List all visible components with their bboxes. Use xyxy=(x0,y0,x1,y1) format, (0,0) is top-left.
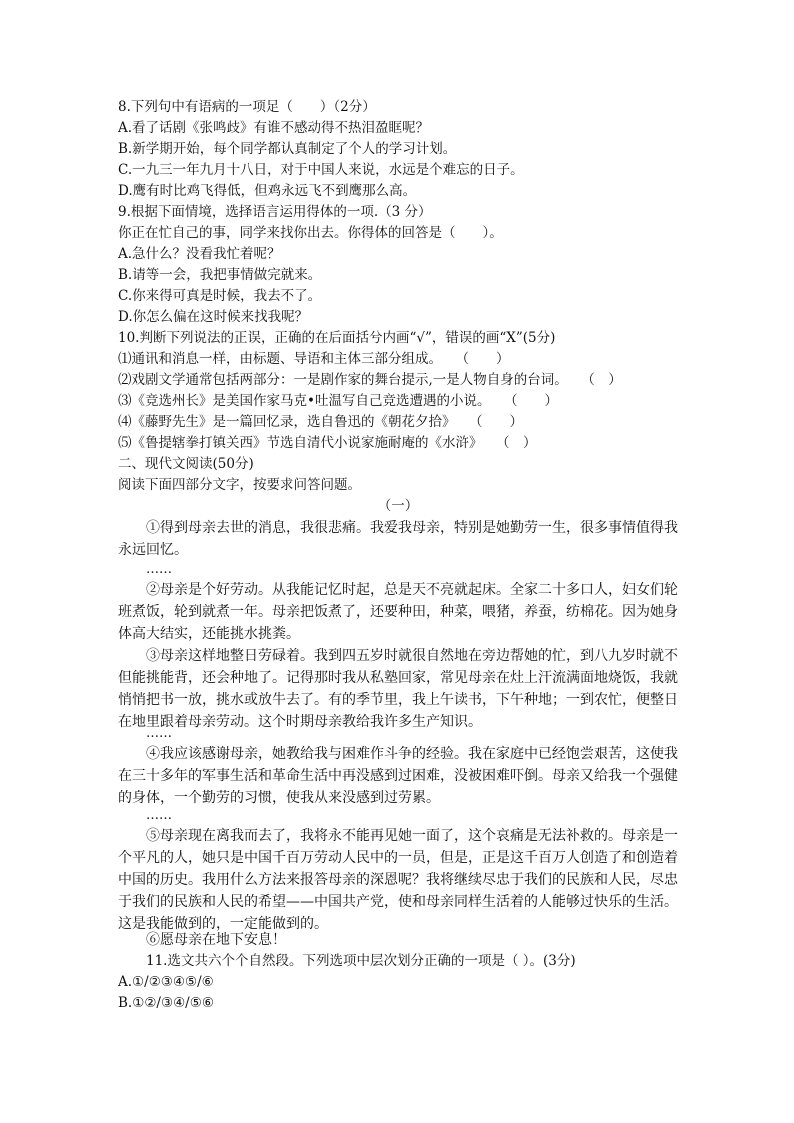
question-9-stem: 9.根据下面情境，选择语言运用得体的一项.（3 分） xyxy=(118,204,432,220)
question-10-stem: 10.判断下列说法的正误，正确的在后面括兮内画“√”，错误的画“X”(5分) xyxy=(118,330,556,346)
question-8-option-d: D.鹰有时比鸡飞得低，但鸡永远飞不到鹰那么高。 xyxy=(118,183,417,199)
question-10-item: ⑴通讯和消息一样，由标题、导语和主体三部分组成。 （ ） xyxy=(118,351,510,367)
question-9-option-d: D.你怎么偏在这时候来找我呢？ xyxy=(118,309,309,325)
question-10-item: ⑸《鲁提辖拳打镇关西》节选自清代小说家施耐庵的《水浒》 （ ） xyxy=(118,435,537,451)
passage-paragraph-1: ①得到母亲去世的消息，我很悲痛。我爱我母亲，特别是她勤劳一生，很多事情值得我永远回忆。 xyxy=(118,520,678,558)
passage-paragraph-5: ⑤母亲现在离我而去了，我将永不能再见她一面了，这个哀痛是无法补救的。母亲是一个平凡的人，她只是中国千百万劳动人民中的一员，但是，正是这千百万人创造了和创造着中国的历史。我用什么方法来报答母亲的深恩呢？我将继续尽忠于我们的民族和人民，尽忠于我们的民族和人民的希望——中国共产党，使和母亲同样生活着的人能够过快乐的生活。这是我能做到的，一定能做到的。 xyxy=(118,828,678,932)
question-11-stem: 11.选文共六个个自然段。下列选项中层次划分正确的一项是（ ）。(3分) xyxy=(146,953,576,969)
question-9-context: 你正在忙自己的事，同学来找你出去。你得体的回答是（ ）。 xyxy=(118,225,503,241)
passage-paragraph-4: ④我应该感谢母亲，她教给我与困难作斗争的经验。我在家庭中已经饱尝艰苦，这使我在三十多年的军事生活和革命生活中再没感到过困难，没被困难吓倒。母亲又给我一个强健的身体，一个勤劳的习惯，使我从来没感到过劳累。 xyxy=(118,746,678,806)
section-title: 二、现代文阅读(50分) xyxy=(118,456,254,472)
ellipsis: …… xyxy=(146,726,172,741)
passage-paragraph-6: ⑥愿母亲在地下安息！ xyxy=(146,932,286,948)
question-9-option-b: B.请等一会，我把事情做完就来。 xyxy=(118,267,322,283)
question-9-option-c: C.你来得可真是时候，我去不了。 xyxy=(118,288,322,304)
ellipsis: …… xyxy=(146,808,172,823)
question-10-item: ⑷《藤野先生》是一篇回忆录，选自鲁迅的《朝花夕拾》 （ ） xyxy=(118,414,523,430)
question-10-item: ⑵戏剧文学通常包括两部分：一是剧作家的舞台提示,一是人物自身的台词。 （ ） xyxy=(118,372,622,388)
question-8-option-c: C.一九三一年九月十八日，对于中国人来说，水远是个难忘的日子。 xyxy=(118,162,524,178)
ellipsis: …… xyxy=(146,562,172,577)
passage-part-heading: （一） xyxy=(377,498,419,514)
question-9-option-a: A.急什么？没看我忙着呢？ xyxy=(118,246,281,262)
question-10-item: ⑶《竞选州长》是美国作家马克•吐温写自己竞选遭遇的小说。 （ ） xyxy=(118,393,558,409)
question-8-stem: 8.下列句中有语病的一项足（ ）（2分） xyxy=(118,99,376,115)
question-8-option-a: A.看了话剧《张鸣歧》有谁不感动得不热泪盈眶呢？ xyxy=(118,120,430,136)
question-8-option-b: B.新学期开始，每个同学都认真制定了个人的学习计划。 xyxy=(118,141,457,157)
question-11-option-a: A.①/②③④⑤/⑥ xyxy=(118,974,214,990)
passage-paragraph-3: ③母亲这样地整日劳碌着。我到四五岁时就很自然地在旁边帮她的忙，到八九岁时就不但能挑能背，还会种地了。记得那时我从私塾回家，常见母亲在灶上汗流满面地烧饭，我就悄悄把书一放，挑水或放牛去了。有的季节里，我上午读书，下午种地；一到农忙，便整日在地里跟着母亲劳动。这个时期母亲教给我许多生产知识。 xyxy=(118,648,678,730)
question-11-option-b: B.①②/③④/⑤⑥ xyxy=(118,995,214,1011)
section-instruction: 阅读下面四部分文字，按要求问答问题。 xyxy=(118,477,361,493)
passage-paragraph-2: ②母亲是个好劳动。从我能记忆时起，总是天不亮就起床。全家二十多口人，妇女们轮班煮饭，轮到就煮一年。母亲把饭煮了，还要种田，种菜，喂猪，养蚕，纺棉花。因为她身体高大结实，还能挑水挑粪。 xyxy=(118,582,678,642)
